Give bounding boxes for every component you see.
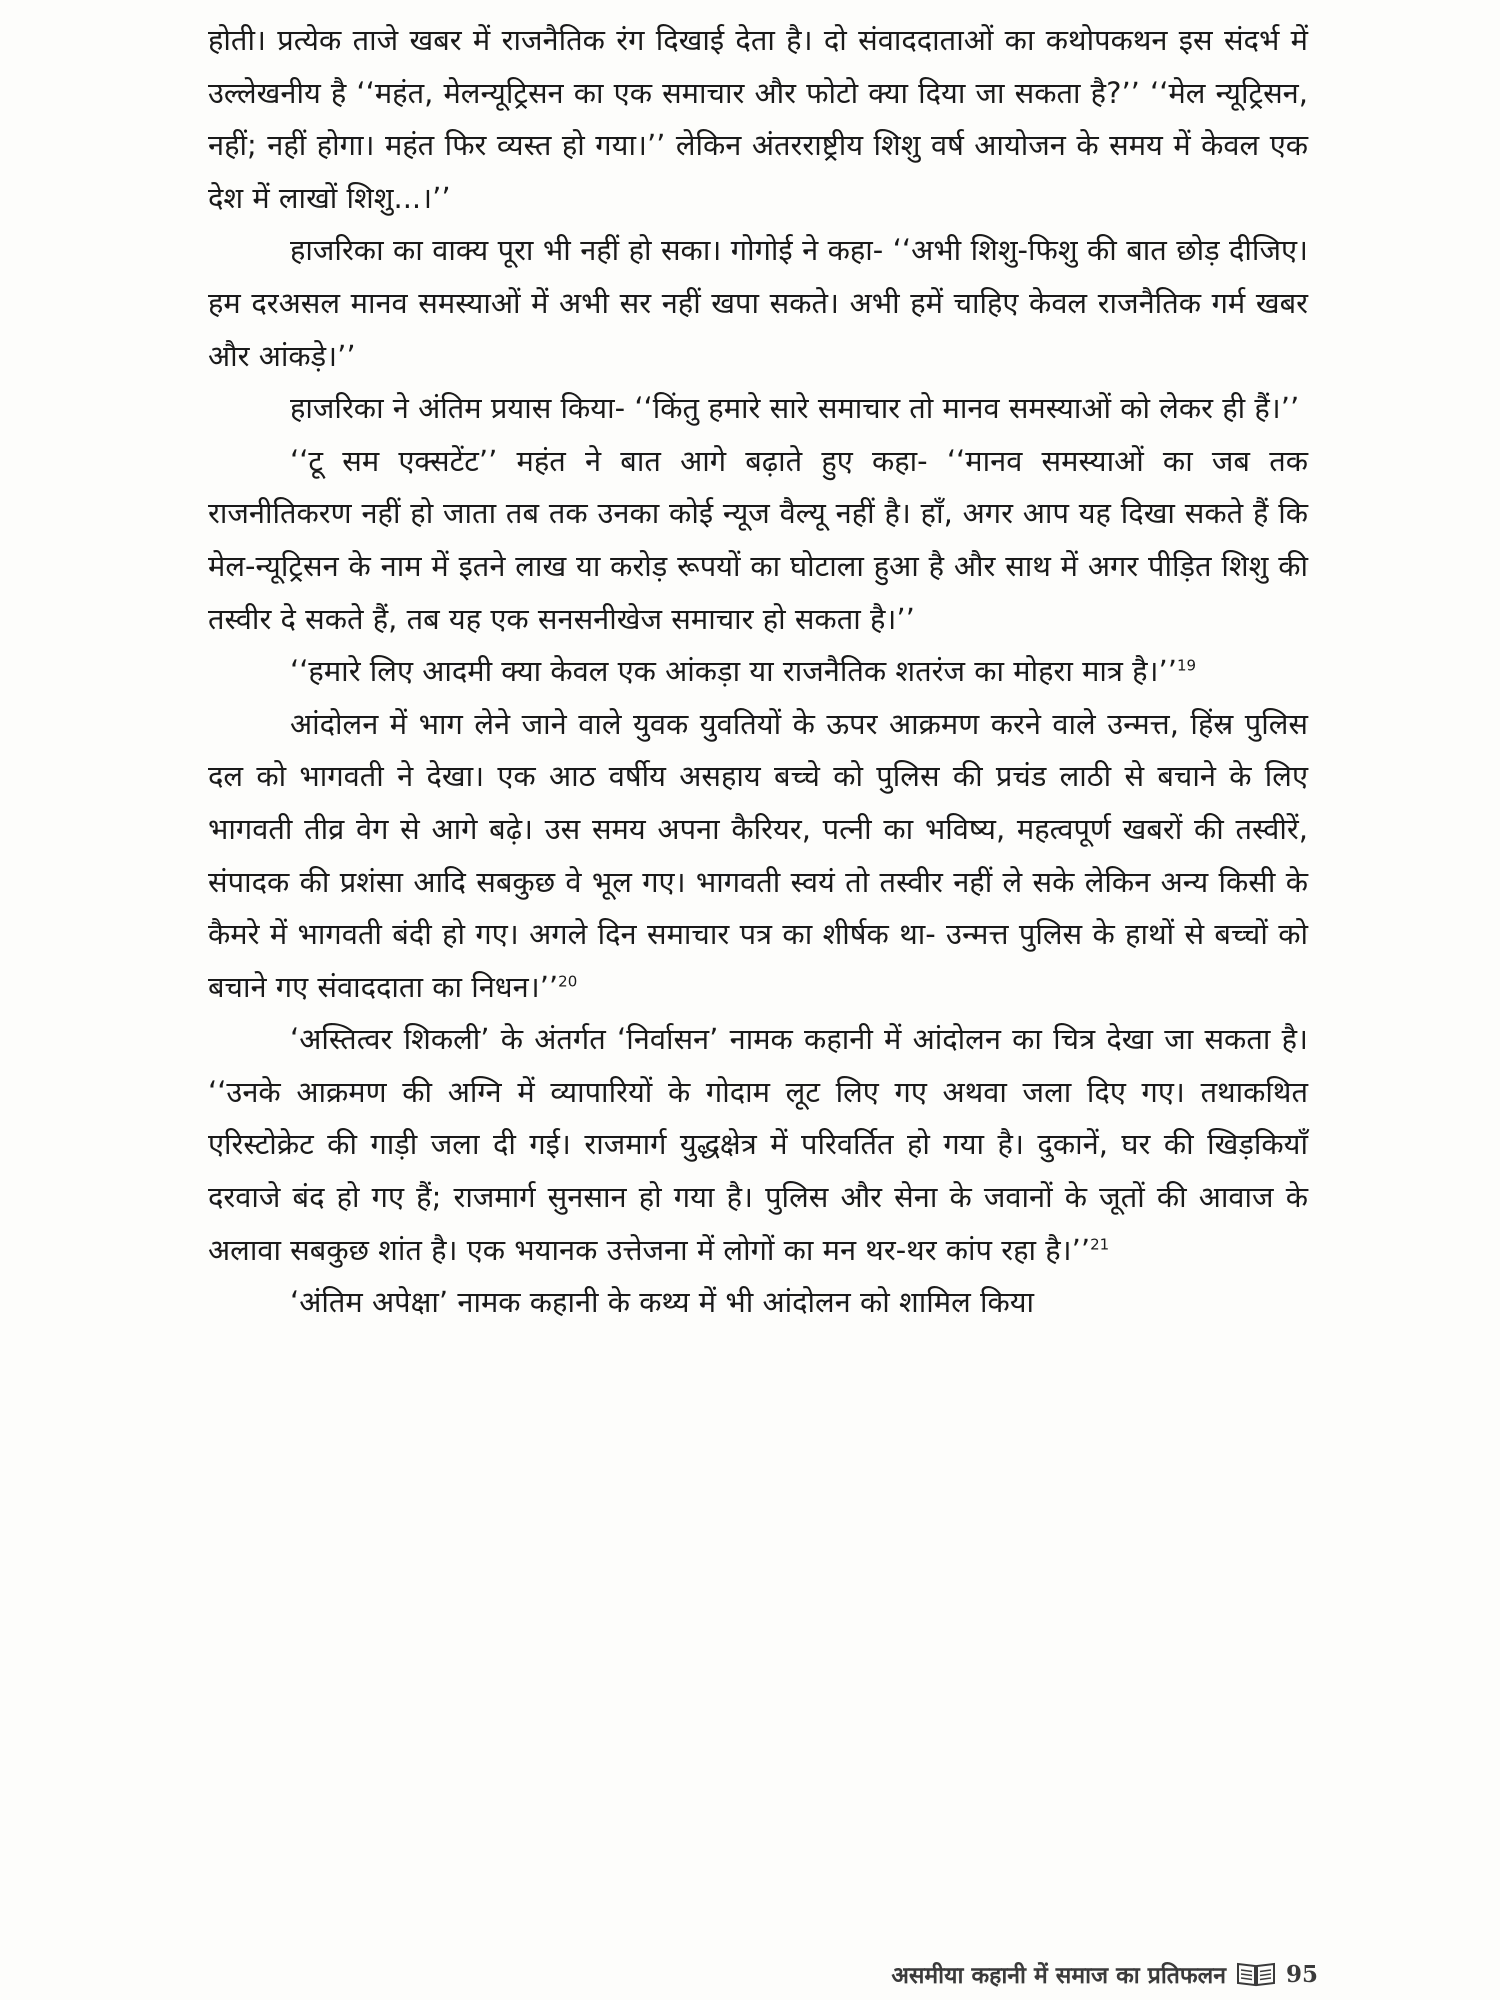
open-book-icon: [1236, 1961, 1276, 1987]
body-text: [208, 14, 1308, 1329]
paragraph-8: [208, 1276, 1308, 1329]
running-title: असमीया कहानी में समाज का प्रतिफलन: [891, 1963, 1226, 1989]
paragraph-6: [208, 698, 1308, 1014]
paragraph-8-text: ‘अंतिम अपेक्षा’ नामक कहानी के कथ्य में भी आंदोलन को शामिल किया: [290, 1285, 1035, 1320]
paragraph-5-text: ‘‘हमारे लिए आदमी क्या केवल एक आंकड़ा या राजनैतिक शतरंज का मोहरा मात्र है।’’: [290, 654, 1177, 689]
page-footer: [891, 1958, 1318, 1990]
paragraph-1-text: होती। प्रत्येक ताजे खबर में राजनैतिक रंग दिखाई देता है। दो संवाददाताओं का कथोपकथन इस संदर्भ में उल्लेखनीय है ‘‘महंत, मेलन्यूट्रिसन का एक समाचार और फोटो क्या दिया जा सकता है?’’ ‘‘मेल न्यूट्रिसन, नहीं; नहीं होगा। महंत फिर व्यस्त हो गया।’’ लेकिन अंतरराष्ट्रीय शिशु वर्ष आयोजन के समय में केवल एक देश में लाखों शिशु...।’’: [208, 23, 1308, 215]
paragraph-3: [208, 382, 1308, 435]
footnote-ref-20: 20: [558, 972, 578, 991]
paragraph-4: [208, 435, 1308, 645]
paragraph-2-text: हाजरिका का वाक्य पूरा भी नहीं हो सका। गोगोई ने कहा- ‘‘अभी शिशु-फिशु की बात छोड़ दीजिए। हम दरअसल मानव समस्याओं में अभी सर नहीं खपा सकते। अभी हमें चाहिए केवल राजनैतिक गर्म खबर और आंकड़े।’’: [208, 233, 1308, 373]
footnote-ref-19: 19: [1177, 656, 1197, 675]
paragraph-7-text: ‘अस्तित्वर शिकली’ के अंतर्गत ‘निर्वासन’ नामक कहानी में आंदोलन का चित्र देखा जा सकता है। ‘‘उनके आक्रमण की अग्नि में व्यापारियों के गोदाम लूट लिए गए अथवा जला दिए गए। तथाकथित एरिस्टोक्रेट की गाड़ी जला दी गई। राजमार्ग युद्धक्षेत्र में परिवर्तित हो गया है। दुकानें, घर की खिड़कियाँ दरवाजे बंद हो गए हैं; राजमार्ग सुनसान हो गया है। पुलिस और सेना के जवानों के जूतों की आवाज के अलावा सबकुछ शांत है। एक भयानक उत्तेजना में लोगों का मन थर-थर कांप रहा है।’’: [208, 1022, 1308, 1267]
paragraph-6-text: आंदोलन में भाग लेने जाने वाले युवक युवतियों के ऊपर आक्रमण करने वाले उन्मत्त, हिंस्र पुलिस दल को भागवती ने देखा। एक आठ वर्षीय असहाय बच्चे को पुलिस की प्रचंड लाठी से बचाने के लिए भागवती तीव्र वेग से आगे बढ़े। उस समय अपना कैरियर, पत्नी का भविष्य, महत्वपूर्ण खबरों की तस्वीरें, संपादक की प्रशंसा आदि सबकुछ वे भूल गए। भागवती स्वयं तो तस्वीर नहीं ले सके लेकिन अन्य किसी के कैमरे में भागवती बंदी हो गए। अगले दिन समाचार पत्र का शीर्षक था- उन्मत्त पुलिस के हाथों से बच्चों को बचाने गए संवाददाता का निधन।’’: [208, 706, 1308, 1004]
paragraph-3-text: हाजरिका ने अंतिम प्रयास किया- ‘‘किंतु हमारे सारे समाचार तो मानव समस्याओं को लेकर ही हैं।’’: [290, 391, 1300, 426]
footnote-ref-21: 21: [1090, 1235, 1110, 1253]
paragraph-4-text: ‘‘टू सम एक्सटेंट’’ महंत ने बात आगे बढ़ाते हुए कहा- ‘‘मानव समस्याओं का जब तक राजनीतिकरण नहीं हो जाता तब तक उनका कोई न्यूज वैल्यू नहीं है। हाँ, अगर आप यह दिखा सकते हैं कि मेल-न्यूट्रिसन के नाम में इतने लाख या करोड़ रूपयों का घोटाला हुआ है और साथ में अगर पीड़ित शिशु की तस्वीर दे सकते हैं, तब यह एक सनसनीखेज समाचार हो सकता है।’’: [208, 443, 1308, 636]
paragraph-2: [208, 224, 1308, 382]
page-number: 95: [1285, 1960, 1318, 1988]
paragraph-5: [208, 645, 1308, 698]
paragraph-1: [208, 14, 1308, 224]
paragraph-7: [208, 1013, 1308, 1276]
